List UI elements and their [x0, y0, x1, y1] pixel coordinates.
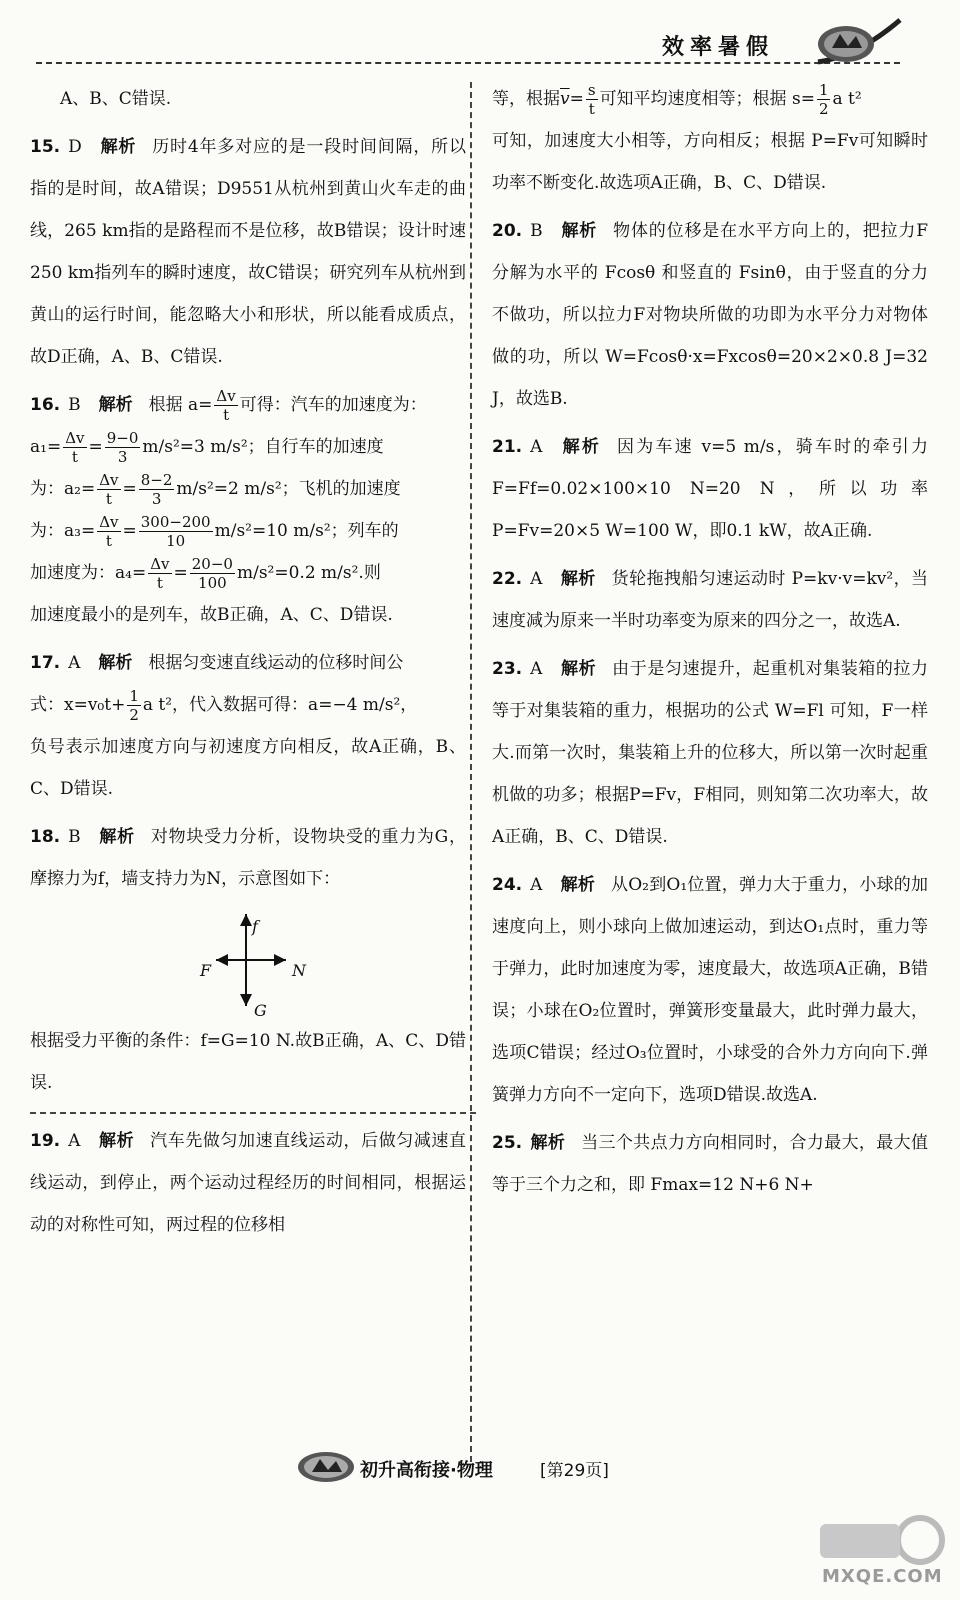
analysis-text: 对物块受力分析，设物块受的重力为G，摩擦力为f，墙支持力为N，示意图如下： — [30, 827, 466, 889]
column-divider — [470, 82, 472, 1462]
analysis-text: 当三个共点力方向相同时，合力最大，最大值等于三个力之和，即 Fmax=12 N+6 N+ — [492, 1133, 929, 1195]
book-series-logo — [808, 18, 904, 66]
answer-letter: A — [530, 659, 543, 679]
answer-letter: A — [530, 437, 543, 457]
question-23 — [492, 648, 928, 858]
formula-text: 加速度为：a₄= — [30, 563, 147, 583]
fraction — [817, 81, 831, 118]
fraction — [139, 471, 175, 508]
fraction-denominator: t — [105, 532, 112, 550]
footer-book-title: 初升高衔接·物理 — [360, 1460, 493, 1481]
force-label-f: f — [252, 917, 258, 936]
question-25 — [492, 1122, 928, 1206]
formula-text: 为：a₂= — [30, 479, 96, 499]
fraction-denominator: 3 — [151, 490, 162, 508]
fraction — [127, 687, 141, 724]
analysis-tag: 解析 — [98, 1131, 135, 1151]
fraction-numerator: 1 — [129, 687, 139, 705]
analysis-tag: 解析 — [98, 395, 133, 415]
fraction-numerator: Δv — [99, 471, 119, 489]
fraction-denominator: t — [105, 490, 112, 508]
question-number: 21. — [492, 437, 523, 457]
continuation-text: A、B、C错误. — [60, 89, 172, 109]
question-number: 17. — [30, 653, 61, 673]
question-number: 22. — [492, 569, 523, 589]
question-17 — [30, 642, 466, 810]
fraction-denominator: t — [156, 574, 163, 592]
page-number: [第29页] — [540, 1461, 609, 1481]
question-19 — [30, 1120, 466, 1246]
formula-text: = — [173, 563, 188, 583]
fraction-denominator: t — [588, 100, 595, 118]
header-rule — [36, 62, 900, 64]
answer-letter: D — [68, 137, 82, 157]
analysis-text: 根据受力平衡的条件：f=G=10 N.故B正确，A、C、D错误. — [30, 1031, 466, 1093]
formula-text: a₁= — [30, 437, 62, 457]
header-title: 效率暑假 — [662, 35, 775, 60]
analysis-text: 可知，加速度大小相等，方向相反；根据 P=Fv可知瞬时功率不断变化.故选项A正确，B、C、D错误. — [492, 131, 928, 193]
formula-text: 式：x=v₀t+ — [30, 695, 126, 715]
right-column — [492, 78, 928, 1212]
fraction-denominator: t — [223, 406, 230, 424]
fraction — [139, 513, 213, 550]
question-number: 18. — [30, 827, 61, 847]
analysis-text: 历时4年多对应的是一段时间间隔，所以指的是时间，故A错误；D9551从杭州到黄山火车走的曲线，265 km指的是路程而不是位移，故B错误；设计时速250 km指列车的瞬时速度，故C错误；研究列车从杭州到黄山的运行时间，能忽略大小和形状，所以能看成质点，故D正确，A、B、C错误. — [30, 137, 466, 367]
analysis-text: 等，根据 — [492, 89, 560, 109]
analysis-text: a t²，代入数据可得：a=−4 m/s²， — [142, 695, 418, 715]
fraction-numerator: 8−2 — [140, 471, 173, 489]
page-footer — [0, 1448, 960, 1498]
analysis-text: 汽车先做匀加速直线运动，后做匀减速直线运动，到停止，两个运动过程经历的时间相同，根据运动的对称性可知，两过程的位移相 — [30, 1131, 467, 1235]
analysis-text: 从O₂到O₁位置，弹力大于重力，小球的加速度向上，则小球向上做加速运动，到达O₁点时，重力等于弹力，此时加速度为零，速度最大，故选项A正确，B错误；小球在O₂位置时，弹簧形变量最大，此时弹力最大，选项C错误；经过O₃位置时，小球受的合外力方向向下.弹簧弹力方向不一定向下，选项D错误.故选A. — [492, 875, 929, 1105]
fraction-numerator: Δv — [99, 513, 119, 531]
question-15 — [30, 126, 466, 378]
fraction-numerator: 20−0 — [191, 555, 233, 573]
formula-text: a t² — [832, 89, 862, 109]
fraction-numerator: 300−200 — [140, 513, 211, 531]
question-number: 20. — [492, 221, 523, 241]
fraction-numerator: Δv — [150, 555, 170, 573]
question-20 — [492, 210, 928, 420]
analysis-text: 加速度最小的是列车，故B正确，A、C、D错误. — [30, 605, 393, 625]
question-18 — [30, 816, 466, 1104]
fraction — [63, 429, 86, 466]
analysis-text: 可得：汽车的加速度为： — [239, 395, 427, 415]
analysis-tag: 解析 — [560, 437, 602, 457]
section-divider — [30, 1112, 476, 1114]
fraction-numerator: Δv — [65, 429, 85, 447]
mean-velocity-symbol: $\overline{v}$ — [560, 89, 570, 109]
fraction-numerator: 9−0 — [106, 429, 139, 447]
fraction — [586, 81, 598, 118]
analysis-tag: 解析 — [560, 659, 597, 679]
left-column — [30, 78, 466, 1252]
force-diagram — [30, 904, 466, 1020]
force-label-G: G — [254, 1001, 267, 1020]
fraction-numerator: Δv — [216, 387, 236, 405]
analysis-text: m/s²=2 m/s²；飞机的加速度 — [176, 479, 401, 499]
analysis-tag: 解析 — [560, 569, 596, 589]
answer-letter: B — [68, 395, 81, 415]
analysis-text: 根据匀变速直线运动的位移时间公 — [148, 653, 404, 673]
fraction — [97, 471, 120, 508]
analysis-tag: 解析 — [530, 1133, 566, 1153]
fraction-denominator: 2 — [129, 706, 139, 724]
fraction-numerator: 1 — [818, 81, 829, 99]
answer-letter: A — [530, 875, 543, 895]
fraction-denominator: 3 — [117, 448, 128, 466]
question-number: 24. — [492, 875, 523, 895]
formula-text: = — [569, 89, 584, 109]
fraction — [148, 555, 171, 592]
answer-letter: A — [530, 569, 543, 589]
question-number: 16. — [30, 395, 61, 415]
analysis-text: m/s²=10 m/s²；列车的 — [214, 521, 399, 541]
force-label-N: N — [292, 961, 306, 980]
analysis-text: 物体的位移是在水平方向上的，把拉力F分解为水平的 Fcosθ 和竖直的 Fsinθ，由于竖直的分力不做功，所以拉力F对物块所做的功即为水平分力对物体做的功，所以 W=Fcosθ·x=Fxcosθ=20×2×0.8 J=32 J，故选B. — [492, 221, 929, 409]
fraction — [214, 387, 237, 424]
fraction — [105, 429, 141, 466]
analysis-tag: 解析 — [560, 875, 596, 895]
fraction-numerator: s — [587, 81, 596, 99]
fraction-denominator: 10 — [166, 532, 186, 550]
question-21 — [492, 426, 928, 552]
analysis-text: 货轮拖拽船匀速运动时 P=kv·v=kv²，当速度减为原来一半时功率变为原来的四分之一，故选A. — [492, 569, 929, 631]
answer-letter: A — [68, 1131, 81, 1151]
question-number: 19. — [30, 1131, 61, 1151]
analysis-tag: 解析 — [560, 221, 598, 241]
analysis-text: 因为车速 v=5 m/s，骑车时的牵引力 F=Ff=0.02×100×10 N=20 N，所以功率P=Fv=20×5 W=100 W，即0.1 kW，故A正确. — [492, 437, 929, 541]
question-number: 23. — [492, 659, 523, 679]
question-number: 15. — [30, 137, 61, 157]
force-label-F: F — [200, 961, 212, 980]
analysis-tag: 解析 — [98, 653, 133, 673]
analysis-text: m/s²=0.2 m/s².则 — [236, 563, 381, 583]
question-19-continued — [492, 78, 928, 204]
analysis-tag: 解析 — [98, 827, 135, 847]
fraction-denominator: 100 — [198, 574, 227, 592]
footer-logo-icon — [296, 1450, 356, 1484]
formula-text: = — [88, 437, 103, 457]
analysis-text: m/s²=3 m/s²；自行车的加速度 — [142, 437, 384, 457]
analysis-text: 可知平均速度相等；根据 s= — [599, 89, 815, 109]
formula-text: = — [122, 521, 137, 541]
question-number: 25. — [492, 1133, 523, 1153]
formula-text: = — [122, 479, 137, 499]
question-24 — [492, 864, 928, 1116]
question-22 — [492, 558, 928, 642]
analysis-text: 负号表示加速度方向与初速度方向相反，故A正确，B、C、D错误. — [30, 737, 466, 799]
answer-letter: B — [68, 827, 81, 847]
fraction-denominator: t — [71, 448, 78, 466]
watermark-text: MXQE.COM — [822, 1566, 943, 1587]
fraction — [190, 555, 235, 592]
answer-letter: A — [68, 653, 81, 673]
analysis-tag: 解析 — [99, 137, 137, 157]
formula-text: 为：a₃= — [30, 521, 96, 541]
answer-letter: B — [530, 221, 543, 241]
question-16 — [30, 384, 466, 636]
fraction-denominator: 2 — [818, 100, 829, 118]
fraction — [97, 513, 120, 550]
analysis-text: 由于是匀速提升，起重机对集装箱的拉力等于对集装箱的重力，根据功的公式 W=Fl 可知，F一样大.而第一次时，集装箱上升的位移大，所以第一次时起重机做的功多；根据P=Fv，F相同，则知第二次功率大，故A正确，B、C、D错误. — [492, 659, 929, 847]
force-arrows — [30, 904, 466, 1014]
page-header — [0, 0, 960, 80]
formula-text: 根据 a= — [148, 395, 213, 415]
